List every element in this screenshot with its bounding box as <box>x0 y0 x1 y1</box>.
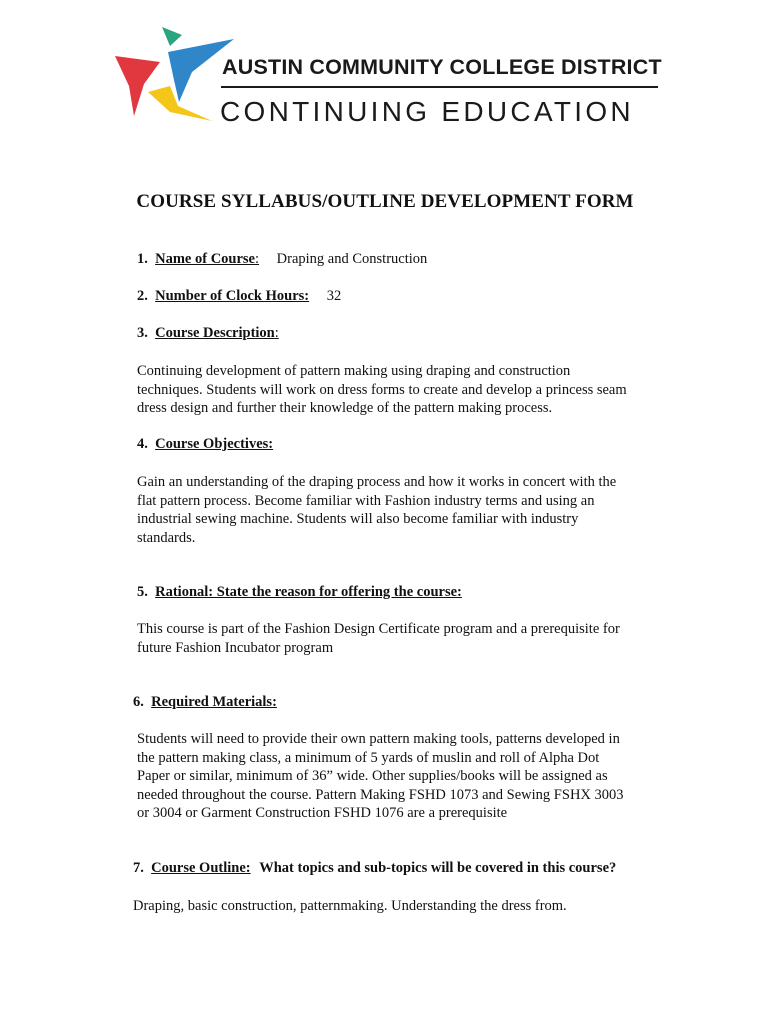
star-logo-icon <box>112 26 237 124</box>
section-name-of-course <box>137 251 427 268</box>
section-label: Rational: State the reason for offering the course: <box>155 584 462 600</box>
logo-text-department: CONTINUING EDUCATION <box>220 96 634 127</box>
text-line: industrial sewing machine. Students will also become familiar with industry <box>137 511 579 528</box>
text-line: future Fashion Incubator program <box>137 639 334 656</box>
section-label: Course Outline: <box>151 860 251 876</box>
text-line: Continuing development of pattern making using draping and construction <box>137 363 571 379</box>
outline-question: What topics and sub-topics will be covered in this course? <box>259 860 617 876</box>
section-number: 3. <box>137 325 148 341</box>
form-title: COURSE SYLLABUS/OUTLINE DEVELOPMENT FORM <box>136 191 634 212</box>
clock-hours-value: 32 <box>326 288 342 304</box>
logo-divider <box>221 86 658 88</box>
objectives-text <box>137 473 657 547</box>
college-logo <box>112 26 672 136</box>
text-line: Paper or similar, minimum of 36” wide. Other supplies/books will be assigned as <box>137 768 608 785</box>
section-course-objectives <box>137 436 273 453</box>
section-label-punct: : <box>255 251 260 267</box>
text-line: techniques. Students will work on dress forms to create and develop a princess seam <box>137 381 627 398</box>
description-text <box>137 362 657 418</box>
section-label: Course Description <box>155 325 275 341</box>
rational-text <box>137 620 657 657</box>
section-number: 7. <box>133 860 144 876</box>
text-line: dress design and further their knowledge of the pattern making process. <box>137 400 553 417</box>
section-number: 6. <box>133 694 144 710</box>
text-line: flat pattern process. Become familiar with Fashion industry terms and using an <box>137 492 595 509</box>
text-line: standards. <box>137 529 196 546</box>
section-number: 2. <box>137 288 148 304</box>
section-number: 4. <box>137 436 148 452</box>
section-clock-hours <box>137 288 341 305</box>
text-line: needed throughout the course. Pattern Making FSHD 1073 and Sewing FSHX 3003 <box>137 786 624 803</box>
section-course-description <box>137 325 279 342</box>
section-rational <box>137 584 462 601</box>
text-line: Draping, basic construction, patternmaking. Understanding the dress from. <box>133 898 567 914</box>
section-required-materials <box>133 694 277 711</box>
materials-text <box>137 730 657 823</box>
text-line: the pattern making class, a minimum of 5 yards of muslin and roll of Alpha Dot <box>137 749 600 766</box>
star-teal-point <box>162 27 182 46</box>
text-line: Students will need to provide their own pattern making tools, patterns developed in <box>137 731 620 747</box>
text-line: or 3004 or Garment Construction FSHD 1076 are a prerequisite <box>137 805 508 822</box>
section-label-punct: : <box>274 325 279 341</box>
course-name-value: Draping and Construction <box>276 251 428 267</box>
section-label: Required Materials: <box>151 694 277 710</box>
section-label: Course Objectives: <box>155 436 274 452</box>
outline-text <box>133 897 653 916</box>
text-line: Gain an understanding of the draping process and how it works in concert with the <box>137 474 617 490</box>
star-red-point <box>115 56 160 116</box>
section-label: Number of Clock Hours: <box>155 288 310 304</box>
section-course-outline <box>133 860 616 877</box>
text-line: This course is part of the Fashion Design Certificate program and a prerequisite for <box>137 621 620 637</box>
section-number: 1. <box>137 251 148 267</box>
section-number: 5. <box>137 584 148 600</box>
logo-text-college: AUSTIN COMMUNITY COLLEGE DISTRICT <box>222 55 662 79</box>
section-label: Name of Course <box>155 251 255 267</box>
